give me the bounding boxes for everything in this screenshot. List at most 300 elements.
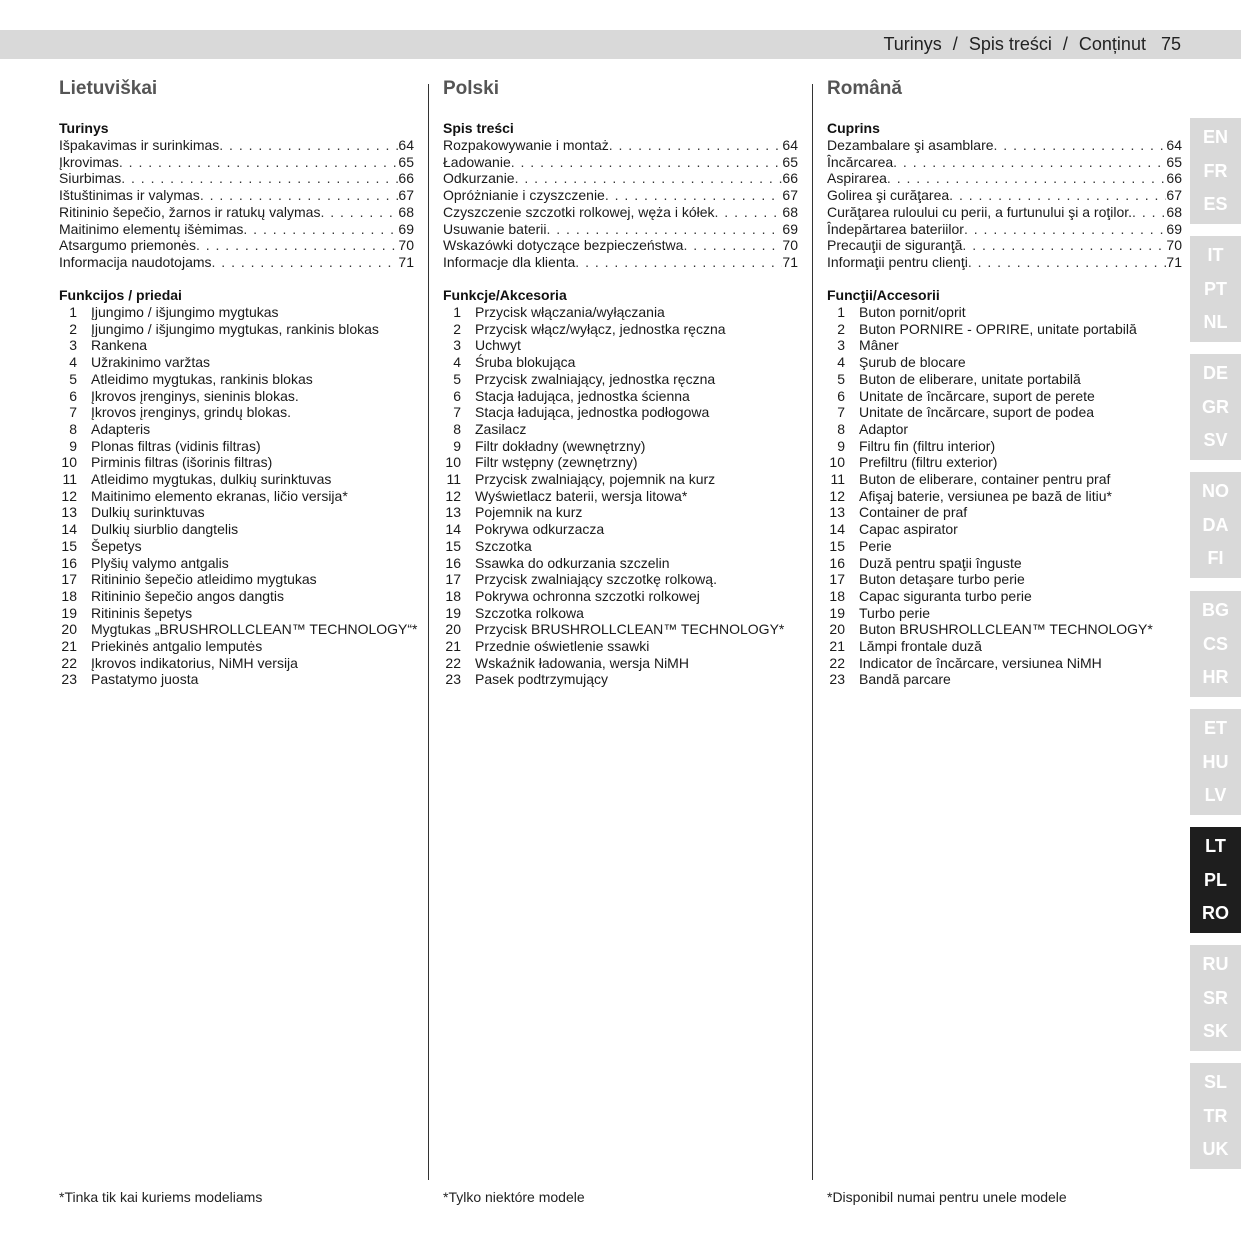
feature-number: 4: [69, 354, 77, 371]
feature-item: [443, 371, 803, 388]
feature-number-cell: [59, 621, 91, 638]
feature-number: 4: [837, 354, 845, 371]
feature-number-cell: [59, 605, 91, 622]
language-tab-group[interactable]: [1190, 354, 1241, 460]
feature-item: [443, 321, 803, 338]
language-tab-hu[interactable]: HU: [1202, 751, 1229, 772]
toc-entry-title: Informacija naudotojams: [59, 253, 212, 270]
crumb-pl: Spis treści: [968, 34, 1052, 54]
feature-label: Wskaźnik ładowania, wersja NiMH: [475, 654, 689, 671]
feature-item: [443, 454, 803, 471]
toc-entry: [59, 137, 414, 154]
language-tab-group[interactable]: [1190, 472, 1241, 578]
feature-item: [59, 571, 419, 588]
feature-item: [827, 638, 1187, 655]
feature-number: 21: [61, 638, 77, 655]
language-tab-sl[interactable]: SL: [1203, 1071, 1227, 1092]
dot-leader: [212, 254, 399, 271]
toc-entry-page: 69: [782, 220, 798, 237]
toc-entry: [443, 154, 798, 171]
dot-leader: [949, 187, 1166, 204]
feature-number: 10: [61, 454, 77, 471]
feature-item: [827, 471, 1187, 488]
feature-item: [827, 337, 1187, 354]
feature-label: Priekinės antgalio lemputės: [91, 638, 263, 655]
toc-entry-title: Odkurzanie: [443, 170, 515, 187]
feature-number-cell: [59, 454, 91, 471]
language-tab-pt[interactable]: PT: [1203, 278, 1227, 299]
feature-label: Perie: [859, 537, 892, 554]
feature-item: [59, 454, 419, 471]
toc-entry: [827, 187, 1182, 204]
toc-entry: [443, 170, 798, 187]
feature-label: Užrakinimo varžtas: [91, 354, 211, 371]
feature-label: Duză pentru spaţii înguste: [859, 554, 1022, 571]
feature-number: 19: [61, 604, 77, 621]
feature-number-cell: [827, 538, 859, 555]
feature-item: [827, 304, 1187, 321]
feature-number: 2: [453, 320, 461, 337]
dot-leader: [1132, 204, 1166, 221]
feature-label: Afişaj baterie, versiunea pe bază de litiu*: [859, 487, 1112, 504]
feature-label: Lămpi frontale duză: [859, 638, 982, 655]
language-tab-hr[interactable]: HR: [1202, 667, 1229, 688]
feature-label: Container de praf: [859, 504, 968, 521]
feature-number: 16: [61, 554, 77, 571]
toc-entry-title: Wskazówki dotyczące bezpieczeństwa: [443, 237, 684, 254]
dot-leader: [715, 204, 783, 221]
feature-item: [59, 304, 419, 321]
crumb-separator: /: [952, 34, 958, 54]
feature-number: 16: [829, 554, 845, 571]
dot-leader: [575, 254, 782, 271]
features-list: [443, 304, 803, 688]
language-tab-lv[interactable]: LV: [1204, 785, 1227, 806]
feature-item: [827, 454, 1187, 471]
feature-number-cell: [827, 555, 859, 572]
toc-entry-page: 67: [782, 187, 798, 204]
feature-number: 4: [453, 354, 461, 371]
feature-label: Şurub de blocare: [859, 354, 966, 371]
language-tab-ru[interactable]: RU: [1202, 953, 1229, 974]
feature-number-cell: [443, 655, 475, 672]
feature-number-cell: [443, 354, 475, 371]
feature-number-cell: [59, 404, 91, 421]
toc-entry-title: Curăţarea ruloului cu perii, a furtunului şi a roţilor.: [827, 203, 1133, 220]
toc-entry-title: Aspirarea: [827, 170, 887, 187]
language-tab-group[interactable]: [1190, 709, 1241, 815]
dot-leader: [320, 204, 398, 221]
feature-number: 5: [69, 370, 77, 387]
feature-item: [827, 621, 1187, 638]
table-of-contents: [827, 120, 1182, 271]
toc-entry-title: Încărcarea: [827, 153, 894, 170]
dot-leader: [515, 170, 783, 187]
toc-entry: [59, 237, 414, 254]
language-tab-sk[interactable]: SK: [1202, 1021, 1228, 1042]
feature-label: Maitinimo elemento ekranas, ličio versija*: [91, 487, 348, 504]
feature-label: Przycisk włączania/wyłączania: [475, 304, 665, 320]
toc-entry-title: Įkrovimas: [59, 153, 119, 170]
feature-number: 18: [829, 587, 845, 604]
feature-number-cell: [59, 504, 91, 521]
feature-number: 10: [829, 454, 845, 471]
dot-leader: [119, 154, 399, 171]
language-tab-lt[interactable]: LT: [1205, 835, 1226, 856]
feature-number-cell: [443, 621, 475, 638]
toc-entry-page: 64: [398, 137, 414, 153]
feature-number: 14: [829, 521, 845, 538]
feature-number-cell: [443, 304, 475, 321]
toc-entry-page: 70: [398, 237, 414, 254]
feature-number-cell: [827, 454, 859, 471]
language-tab-nl[interactable]: NL: [1203, 312, 1228, 333]
language-tab-sr[interactable]: SR: [1202, 987, 1228, 1008]
toc-entry-page: 65: [1166, 153, 1182, 170]
feature-item: [59, 655, 419, 672]
toc-entry-page: 70: [1166, 237, 1182, 254]
toc-entry-title: Îndepărtarea bateriilor: [827, 220, 964, 237]
feature-number: 20: [445, 621, 461, 638]
feature-item: [443, 438, 803, 455]
toc-entry: [827, 170, 1182, 187]
feature-label: Uchwyt: [475, 337, 521, 354]
feature-number: 2: [837, 320, 845, 337]
feature-number-cell: [443, 371, 475, 388]
feature-number-cell: [827, 438, 859, 455]
feature-number: 11: [830, 471, 845, 488]
feature-number-cell: [827, 321, 859, 338]
dot-leader: [893, 154, 1166, 171]
feature-item: [443, 404, 803, 421]
feature-label: Stacja ładująca, jednostka podłogowa: [475, 404, 710, 421]
toc-entry-page: 68: [398, 203, 414, 220]
feature-item: [59, 404, 419, 421]
language-tab-group[interactable]: [1190, 236, 1241, 342]
feature-item: [443, 671, 803, 688]
feature-label: Ritininio šepečio atleidimo mygtukas: [91, 571, 317, 588]
feature-item: [443, 638, 803, 655]
feature-number-cell: [59, 488, 91, 505]
feature-number-cell: [827, 488, 859, 505]
toc-entry: [443, 221, 798, 238]
feature-item: [827, 388, 1187, 405]
feature-number: 2: [69, 320, 77, 337]
column-romanian: [827, 60, 1187, 1180]
language-tab-group[interactable]: [1190, 1063, 1241, 1169]
crumb-lt: Turinys: [883, 34, 942, 54]
feature-item: [59, 638, 419, 655]
feature-label: Prefiltru (filtru exterior): [859, 454, 998, 471]
language-tab-group[interactable]: [1190, 945, 1241, 1051]
toc-entry-page: 69: [398, 220, 414, 237]
toc-entry-page: 65: [398, 153, 414, 170]
feature-item: [827, 588, 1187, 605]
feature-label: Unitate de încărcare, suport de perete: [859, 387, 1095, 404]
feature-item: [827, 488, 1187, 505]
feature-number: 3: [69, 337, 77, 354]
toc-entry-title: Precauţii de siguranţă: [827, 237, 963, 254]
feature-number: 5: [837, 370, 845, 387]
feature-number: 9: [69, 437, 77, 454]
feature-label: Przycisk zwalniający, pojemnik na kurz: [475, 471, 716, 488]
language-tab-gr[interactable]: GR: [1202, 396, 1229, 417]
feature-label: Pokrywa ochronna szczotki rolkowej: [475, 587, 700, 604]
dot-leader: [511, 154, 783, 171]
feature-number: 7: [837, 404, 845, 421]
feature-number: 6: [837, 387, 845, 404]
language-tab-it[interactable]: IT: [1207, 244, 1224, 265]
feature-label: Rankena: [91, 337, 148, 354]
feature-item: [443, 471, 803, 488]
feature-number-cell: [59, 471, 91, 488]
feature-number: 23: [61, 671, 77, 688]
toc-entry-page: 71: [1166, 253, 1182, 270]
feature-number: 19: [445, 604, 461, 621]
language-tab-fi[interactable]: FI: [1207, 548, 1224, 569]
toc-entry-title: Maitinimo elementų išėmimas: [59, 220, 244, 237]
feature-number-cell: [827, 521, 859, 538]
language-tab-en[interactable]: EN: [1202, 126, 1228, 147]
feature-item: [827, 605, 1187, 622]
toc-entry: [59, 254, 414, 271]
feature-number: 12: [445, 487, 461, 504]
feature-label: Buton detaşare turbo perie: [859, 571, 1025, 588]
language-tab-cs[interactable]: CS: [1202, 633, 1228, 654]
toc-entry-page: 67: [1166, 187, 1182, 204]
toc-entry-title: Siurbimas: [59, 170, 122, 187]
toc-entry: [443, 204, 798, 221]
feature-number: 22: [61, 654, 77, 671]
toc-entry-page: 64: [1166, 137, 1182, 153]
feature-number: 13: [829, 504, 845, 521]
feature-number-cell: [827, 504, 859, 521]
feature-label: Szczotka: [475, 537, 532, 554]
language-tab-da[interactable]: DA: [1202, 514, 1229, 535]
dot-leader: [964, 221, 1166, 238]
toc-entry-title: Czyszczenie szczotki rolkowej, węża i kółek: [443, 203, 715, 220]
feature-number: 1: [837, 304, 845, 320]
toc-heading: Spis treści: [443, 120, 514, 136]
language-tab-group[interactable]: [1190, 591, 1241, 697]
feature-label: Pastatymo juosta: [91, 671, 199, 688]
toc-entry-title: Informacje dla klienta: [443, 253, 576, 270]
feature-item: [443, 521, 803, 538]
feature-label: Įkrovos indikatorius, NiMH versija: [91, 654, 298, 671]
feature-item: [59, 321, 419, 338]
feature-number: 11: [62, 471, 77, 488]
language-title: Polski: [443, 78, 499, 99]
features-heading: Funcţii/Accesorii: [827, 287, 940, 303]
toc-entry: [59, 187, 414, 204]
feature-number: 8: [69, 420, 77, 437]
feature-label: Szczotka rolkowa: [475, 604, 584, 621]
feature-label: Filtr wstępny (zewnętrzny): [475, 454, 638, 471]
feature-number: 17: [829, 571, 845, 588]
feature-item: [443, 555, 803, 572]
feature-item: [443, 354, 803, 371]
feature-number-cell: [443, 504, 475, 521]
feature-number-cell: [443, 321, 475, 338]
header-breadcrumb: [883, 32, 1181, 56]
language-tab-bg[interactable]: BG: [1202, 599, 1229, 620]
feature-item: [59, 421, 419, 438]
feature-number-cell: [59, 571, 91, 588]
feature-number-cell: [59, 371, 91, 388]
feature-label: Przednie oświetlenie ssawki: [475, 638, 650, 655]
feature-number: 21: [829, 638, 845, 655]
feature-label: Śruba blokująca: [475, 354, 576, 371]
toc-entry-page: 65: [782, 153, 798, 170]
language-tab-fr[interactable]: FR: [1203, 160, 1228, 181]
dot-leader: [219, 137, 398, 154]
feature-label: Įjungimo / išjungimo mygtukas, rankinis blokas: [91, 320, 379, 337]
language-tab-de[interactable]: DE: [1202, 362, 1228, 383]
toc-entry-page: 66: [1166, 170, 1182, 187]
page-number: 75: [1160, 34, 1181, 54]
feature-label: Unitate de încărcare, suport de podea: [859, 404, 1095, 421]
dot-leader: [547, 221, 783, 238]
feature-number: 14: [61, 521, 77, 538]
features-section: [443, 287, 803, 688]
feature-number-cell: [827, 337, 859, 354]
language-title: Lietuviškai: [59, 78, 158, 99]
feature-item: [59, 538, 419, 555]
feature-number-cell: [59, 671, 91, 688]
feature-number-cell: [827, 621, 859, 638]
feature-number: 6: [69, 387, 77, 404]
toc-entry-title: Rozpakowywanie i montaż: [443, 137, 609, 153]
feature-number: 18: [445, 587, 461, 604]
language-title: Română: [827, 78, 902, 99]
dot-leader: [683, 237, 782, 254]
feature-label: Capac aspirator: [859, 521, 958, 538]
toc-entry-page: 64: [782, 137, 798, 153]
feature-item: [827, 655, 1187, 672]
dot-leader: [609, 137, 783, 154]
column-divider: [812, 84, 813, 1180]
feature-number-cell: [827, 588, 859, 605]
feature-number-cell: [443, 388, 475, 405]
feature-number: 23: [829, 671, 845, 688]
feature-label: Stacja ładująca, jednostka ścienna: [475, 387, 690, 404]
feature-number: 7: [69, 404, 77, 421]
toc-entry-page: 67: [398, 187, 414, 204]
feature-number-cell: [443, 438, 475, 455]
feature-number: 17: [61, 571, 77, 588]
feature-number: 11: [446, 471, 461, 488]
feature-item: [59, 504, 419, 521]
features-section: [827, 287, 1187, 688]
toc-entry: [827, 221, 1182, 238]
feature-label: Przycisk zwalniający szczotkę rolkową.: [475, 571, 717, 588]
language-tab-no[interactable]: NO: [1202, 480, 1229, 501]
feature-number: 12: [829, 487, 845, 504]
footnote-romanian: *Disponibil numai pentru unele modele: [827, 1189, 1067, 1205]
toc-heading: Cuprins: [827, 120, 880, 136]
feature-item: [443, 621, 803, 638]
feature-number-cell: [443, 337, 475, 354]
toc-entry: [827, 254, 1182, 271]
language-tab-group[interactable]: [1190, 827, 1241, 933]
feature-number: 5: [453, 370, 461, 387]
language-tab-sv[interactable]: SV: [1203, 430, 1228, 451]
feature-item: [59, 438, 419, 455]
language-tab-ro[interactable]: RO: [1202, 903, 1229, 924]
feature-number-cell: [59, 555, 91, 572]
feature-number-cell: [827, 471, 859, 488]
feature-number: 22: [829, 654, 845, 671]
feature-label: Buton BRUSHROLLCLEAN™ TECHNOLOGY*: [859, 621, 1153, 638]
feature-label: Plyšių valymo antgalis: [91, 554, 229, 571]
feature-item: [827, 671, 1187, 688]
toc-entry: [443, 237, 798, 254]
feature-label: Wyświetlacz baterii, wersja litowa*: [475, 487, 688, 504]
language-tab-pl[interactable]: PL: [1203, 869, 1227, 890]
toc-entry-title: Opróżnianie i czyszczenie: [443, 187, 605, 204]
feature-label: Įjungimo / išjungimo mygtukas: [91, 304, 279, 320]
feature-label: Buton de eliberare, container pentru praf: [859, 471, 1111, 488]
feature-item: [443, 488, 803, 505]
footnote-lithuanian: *Tinka tik kai kuriems modeliams: [59, 1189, 263, 1205]
feature-item: [59, 671, 419, 688]
feature-number: 14: [445, 521, 461, 538]
feature-number-cell: [443, 471, 475, 488]
feature-number: 6: [453, 387, 461, 404]
feature-item: [59, 388, 419, 405]
dot-leader: [994, 137, 1167, 154]
feature-number-cell: [443, 488, 475, 505]
toc-list: [59, 137, 414, 271]
feature-label: Mâner: [859, 337, 899, 354]
feature-item: [827, 421, 1187, 438]
language-tab-tr[interactable]: TR: [1203, 1105, 1228, 1126]
toc-entry: [827, 237, 1182, 254]
feature-number: 18: [61, 587, 77, 604]
toc-entry-title: Informaţii pentru clienţi: [827, 253, 968, 270]
feature-item: [827, 504, 1187, 521]
crumb-separator: /: [1062, 34, 1068, 54]
language-tab-uk[interactable]: UK: [1202, 1139, 1229, 1160]
dot-leader: [200, 187, 399, 204]
language-tab-es[interactable]: ES: [1203, 194, 1228, 215]
toc-entry-page: 71: [398, 253, 414, 270]
feature-number-cell: [59, 638, 91, 655]
feature-label: Plonas filtras (vidinis filtras): [91, 437, 261, 454]
feature-number-cell: [59, 337, 91, 354]
feature-label: Atleidimo mygtukas, rankinis blokas: [91, 370, 313, 387]
feature-number-cell: [443, 638, 475, 655]
toc-entry: [443, 187, 798, 204]
feature-number-cell: [59, 538, 91, 555]
feature-item: [827, 404, 1187, 421]
toc-entry: [59, 204, 414, 221]
feature-number: 19: [829, 604, 845, 621]
language-tab-et[interactable]: ET: [1203, 717, 1227, 738]
feature-number: 13: [445, 504, 461, 521]
feature-label: Ritininis šepetys: [91, 604, 193, 621]
feature-number-cell: [443, 605, 475, 622]
feature-label: Capac siguranta turbo perie: [859, 587, 1032, 604]
feature-number-cell: [827, 404, 859, 421]
dot-leader: [968, 254, 1167, 271]
toc-entry: [443, 137, 798, 154]
toc-entry-page: 70: [782, 237, 798, 254]
feature-label: Pokrywa odkurzacza: [475, 521, 605, 538]
toc-entry-title: Ištuštinimas ir valymas: [59, 187, 200, 204]
feature-number: 15: [829, 537, 845, 554]
language-tab-group[interactable]: [1190, 118, 1241, 224]
